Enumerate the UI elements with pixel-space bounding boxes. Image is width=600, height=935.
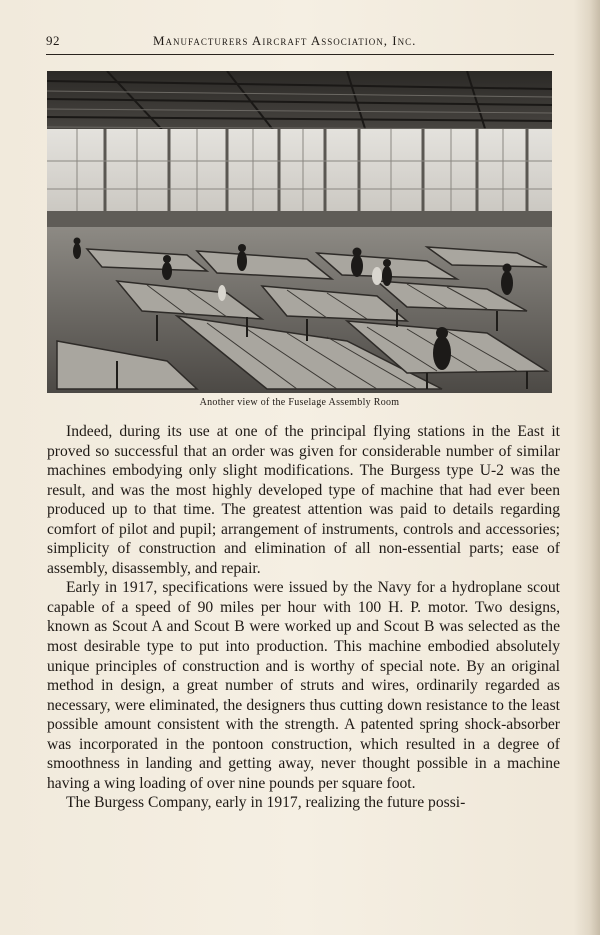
header-rule (46, 54, 554, 55)
page-number: 92 (46, 33, 60, 48)
fuselage-assembly-room-photo (47, 71, 552, 393)
page-header (46, 33, 554, 53)
paragraph-burgess-u2: Indeed, during its use at one of the principal flying stations in the East it proved so successful that an order was given for considerable number of similar machines embodying only slight modifications. The Burgess type U-2 was the result, and was the most highly developed type of machine that had ever been produced up to that time. The greatest attention was paid to details regarding comfort of pilot and pupil; arrangement of instruments, controls and accessories; simplicity of construction and elimination of all non-essential parts; ease of assembly, disassembly, and repair. (47, 423, 560, 577)
running-head: Manufacturers Aircraft Association, Inc. (153, 33, 417, 48)
paragraph-burgess-company: The Burgess Company, early in 1917, realizing the future possi- (66, 794, 466, 812)
page-edge-shadow (574, 0, 600, 935)
body-text (47, 422, 560, 813)
paragraph-scout-designs: Early in 1917, specifications were issued by the Navy for a hydroplane scout capable of a speed of 90 miles per hour with 100 H. P. motor. Two designs, known as Scout A and Scout B were worked up and Scout B was selected as the most desirable type to put into production. This machine embodied absolutely unique principles of construction and is worthy of special note. By an original method in design, a great number of struts and wires, ordinarily regarded as necessary, were eliminated, the designers thus cutting down resistance to the least possible amount consistent with the strength. A patented spring shock-absorber was incorporated in the pontoon construction, which resulted in a degree of smoothness in landing and getting away, never thought possible in a machine having a wing loading of over nine pounds per square foot. (47, 579, 560, 792)
photo-caption: Another view of the Fuselage Assembly Room (199, 397, 400, 408)
